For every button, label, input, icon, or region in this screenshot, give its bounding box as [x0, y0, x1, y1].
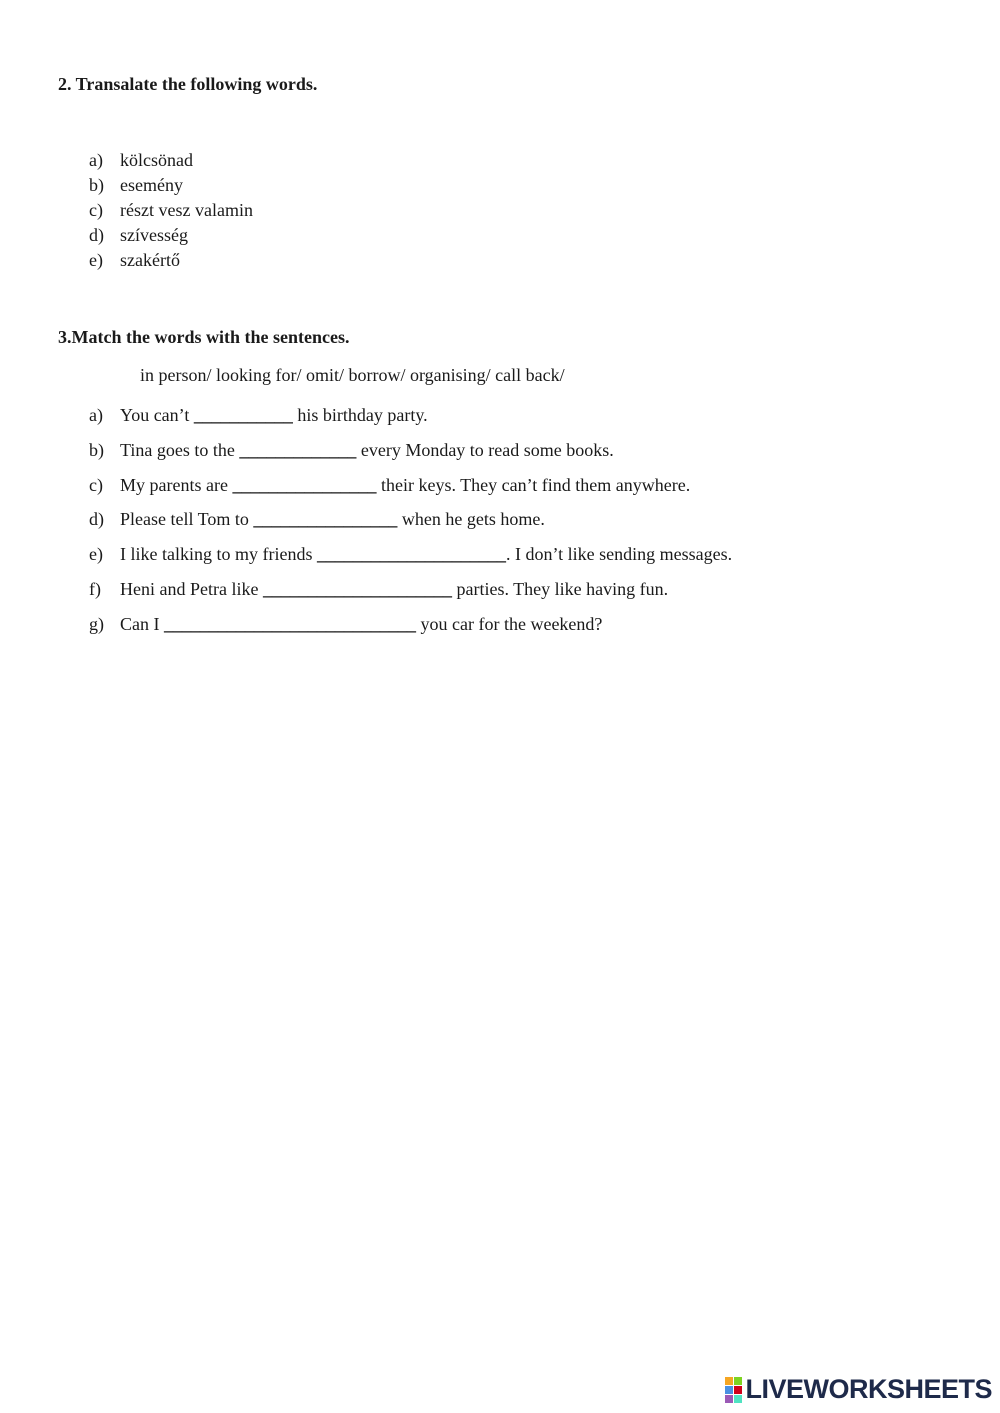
answer-blank[interactable]: _____________ — [239, 439, 357, 460]
item-label: a) — [89, 150, 103, 170]
item-label: a) — [89, 405, 103, 425]
logo-square — [734, 1377, 742, 1385]
sentence-end: when he gets home. — [397, 509, 545, 530]
logo-square — [725, 1395, 733, 1403]
sentence-start: Can I — [120, 613, 164, 634]
sentence-item — [89, 578, 732, 613]
sentence-item — [89, 613, 732, 648]
sentence-item — [89, 474, 732, 509]
item-label: c) — [89, 474, 103, 495]
sentence-list — [89, 404, 732, 648]
logo-square — [725, 1377, 733, 1385]
item-word: szívesség — [120, 225, 188, 245]
list-item — [89, 148, 253, 173]
sentence-start: Heni and Petra like — [120, 578, 263, 599]
sentence-end: their keys. They can’t find them anywhere. — [376, 474, 691, 495]
sentence-item — [89, 404, 732, 439]
liveworksheets-logo — [725, 1374, 992, 1405]
item-word: esemény — [120, 175, 183, 195]
logo-square — [734, 1395, 742, 1403]
sentence-end: his birthday party. — [292, 405, 428, 425]
item-word: részt vesz valamin — [120, 200, 253, 220]
list-item — [89, 248, 253, 273]
section-2-heading: 2. Transalate the following words. — [58, 74, 318, 94]
item-label: e) — [89, 544, 103, 565]
item-label: d) — [89, 509, 104, 530]
sentence-item — [89, 439, 732, 474]
word-bank: in person/ looking for/ omit/ borrow/ organising/ call back/ — [140, 365, 565, 385]
sentence-end: you car for the weekend? — [416, 613, 603, 634]
answer-blank[interactable]: _____________________ — [262, 578, 452, 599]
item-label: g) — [89, 613, 104, 634]
answer-blank[interactable]: ____________________________ — [164, 613, 416, 634]
item-word: kölcsönad — [120, 150, 193, 170]
list-item — [89, 198, 253, 223]
sentence-end: every Monday to read some books. — [356, 439, 614, 460]
sentence-start: Please tell Tom to — [120, 509, 254, 530]
section-3-heading: 3.Match the words with the sentences. — [58, 327, 350, 347]
answer-blank[interactable]: _____________________ — [316, 544, 506, 565]
sentence-item — [89, 508, 732, 543]
item-label: d) — [89, 225, 104, 245]
answer-blank[interactable]: ___________ — [193, 405, 293, 425]
logo-text: LIVEWORKSHEETS — [745, 1374, 992, 1404]
sentence-start: Tina goes to the — [120, 439, 240, 460]
item-label: b) — [89, 175, 104, 195]
logo-square — [734, 1386, 742, 1394]
logo-square — [725, 1386, 733, 1394]
item-label: f) — [89, 578, 101, 599]
list-item — [89, 173, 253, 198]
sentence-end: parties. They like having fun. — [451, 578, 669, 599]
sentence-item — [89, 543, 732, 578]
sentence-start: You can’t — [120, 405, 194, 425]
list-item — [89, 223, 253, 248]
item-label: c) — [89, 200, 103, 220]
sentence-start: I like talking to my friends — [120, 544, 317, 565]
logo-mark-icon — [725, 1377, 742, 1403]
sentence-start: My parents are — [120, 474, 233, 495]
answer-blank[interactable]: ________________ — [232, 474, 377, 495]
item-word: szakértő — [120, 250, 180, 270]
sentence-end: . I don’t like sending messages. — [505, 544, 733, 565]
translation-list — [89, 148, 253, 273]
answer-blank[interactable]: ________________ — [253, 509, 398, 530]
item-label: e) — [89, 250, 103, 270]
item-label: b) — [89, 439, 104, 460]
